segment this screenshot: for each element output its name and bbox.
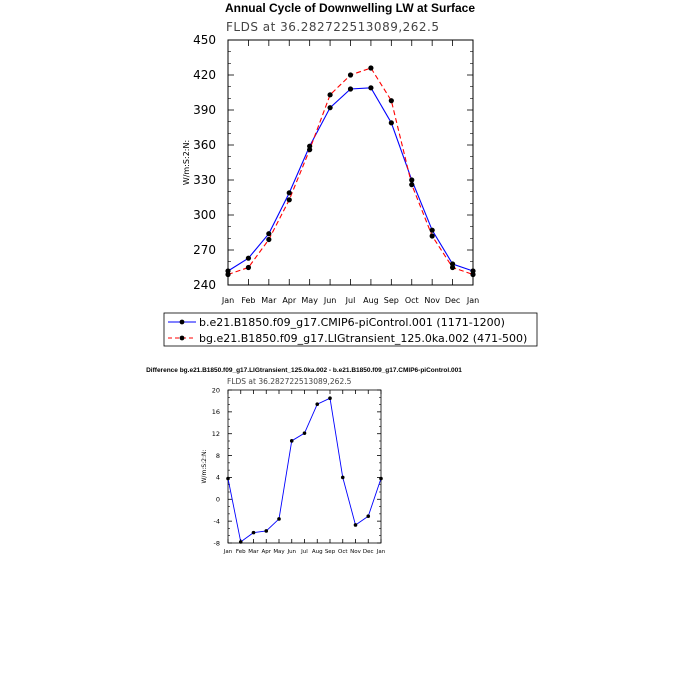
series-0-point bbox=[368, 85, 373, 90]
x-tick-label: Aug bbox=[363, 296, 379, 305]
chart-2 bbox=[146, 367, 462, 555]
chart-1-y-ticks bbox=[193, 33, 473, 292]
series-0-point bbox=[389, 120, 394, 125]
legend-marker-LIGtransient bbox=[180, 336, 185, 341]
series-0-point bbox=[287, 190, 292, 195]
y-tick-label: 20 bbox=[211, 386, 220, 395]
y-tick-label: -4 bbox=[213, 517, 220, 526]
chart-2-title: Difference bg.e21.B1850.f09_g17.LIGtransient_125.0ka.002 - b.e21.B1850.f09_g17.CMIP6-piControl.001 bbox=[146, 367, 462, 374]
series-0-point bbox=[303, 431, 307, 435]
series-0-point bbox=[315, 402, 319, 406]
x-tick-label: Mar bbox=[248, 549, 259, 555]
chart-2-plot-frame bbox=[228, 390, 381, 543]
series-1-point bbox=[225, 272, 230, 277]
x-tick-label: Jun bbox=[323, 296, 337, 305]
y-tick-label: 8 bbox=[215, 451, 220, 460]
y-tick-label: 270 bbox=[193, 243, 216, 258]
x-tick-label: May bbox=[301, 296, 318, 305]
series-1-point bbox=[246, 265, 251, 270]
series-1-point bbox=[450, 265, 455, 270]
chart-1-y-axis-label: W/m:S:2:N: bbox=[182, 139, 191, 186]
chart-1-series bbox=[225, 65, 475, 277]
x-tick-label: Nov bbox=[350, 549, 361, 555]
chart-1-title: Annual Cycle of Downwelling LW at Surface bbox=[224, 1, 476, 15]
chart-2-x-ticks bbox=[223, 390, 386, 555]
y-tick-label: 240 bbox=[193, 278, 216, 293]
y-tick-label: 300 bbox=[193, 208, 216, 223]
x-tick-label: Apr bbox=[282, 296, 297, 305]
x-tick-label: Sep bbox=[324, 549, 336, 555]
series-1-point bbox=[430, 233, 435, 238]
series-0-point bbox=[290, 439, 294, 443]
series-1-point bbox=[409, 182, 414, 187]
chart-2-subtitle: FLDS at 36.282722513089,262.5 bbox=[227, 377, 352, 386]
y-tick-label: 390 bbox=[193, 103, 216, 118]
series-line-1 bbox=[228, 68, 473, 275]
series-0-point bbox=[341, 476, 345, 480]
x-tick-label: Dec bbox=[362, 549, 374, 555]
chart-1-legend bbox=[164, 313, 537, 346]
x-tick-label: Feb bbox=[241, 296, 256, 305]
chart-1-subtitle: FLDS at 36.282722513089,262.5 bbox=[226, 20, 440, 34]
legend-label-piControl: b.e21.B1850.f09_g17.CMIP6-piControl.001 (1171-1200) bbox=[199, 316, 505, 329]
x-tick-label: Jan bbox=[223, 549, 233, 555]
x-tick-label: Aug bbox=[311, 549, 323, 555]
legend-label-LIGtransient: bg.e21.B1850.f09_g17.LIGtransient_125.0ka.002 (471-500) bbox=[199, 332, 528, 345]
series-0-point bbox=[379, 477, 383, 481]
x-tick-label: Jul bbox=[301, 549, 308, 555]
x-tick-label: Oct bbox=[404, 296, 419, 305]
series-0-point bbox=[430, 228, 435, 233]
chart-1 bbox=[164, 1, 537, 346]
x-tick-label: Nov bbox=[424, 296, 440, 305]
series-0-point bbox=[348, 86, 353, 91]
series-1-point bbox=[470, 272, 475, 277]
series-1-point bbox=[307, 147, 312, 152]
x-tick-label: Jan bbox=[466, 296, 480, 305]
y-tick-label: -8 bbox=[213, 539, 220, 548]
y-tick-label: 420 bbox=[193, 68, 216, 83]
y-tick-label: 360 bbox=[193, 138, 216, 153]
chart-2-y-axis-label: W/m:S:2:N: bbox=[201, 449, 208, 484]
series-0-point bbox=[264, 529, 268, 533]
y-tick-label: 330 bbox=[193, 173, 216, 188]
series-0-point bbox=[327, 105, 332, 110]
x-tick-label: Oct bbox=[337, 549, 348, 555]
x-tick-label: Jan bbox=[221, 296, 235, 305]
series-1-point bbox=[266, 237, 271, 242]
series-1-point bbox=[348, 72, 353, 77]
x-tick-label: Jan bbox=[376, 549, 386, 555]
series-line-0 bbox=[228, 88, 473, 271]
y-tick-label: 4 bbox=[215, 473, 220, 482]
y-tick-label: 0 bbox=[215, 495, 220, 504]
series-1-point bbox=[368, 65, 373, 70]
x-tick-label: Jul bbox=[345, 296, 356, 305]
y-tick-label: 450 bbox=[193, 33, 216, 48]
x-tick-label: Feb bbox=[235, 549, 246, 555]
x-tick-label: Apr bbox=[261, 549, 272, 555]
series-1-point bbox=[327, 92, 332, 97]
y-tick-label: 12 bbox=[211, 429, 220, 438]
legend-marker-piControl bbox=[180, 320, 185, 325]
x-tick-label: Dec bbox=[444, 296, 461, 305]
series-0-point bbox=[366, 514, 370, 518]
x-tick-label: May bbox=[273, 549, 285, 555]
chart-2-series bbox=[226, 396, 383, 543]
x-tick-label: Jun bbox=[287, 549, 297, 555]
y-tick-label: 16 bbox=[211, 408, 220, 417]
x-tick-label: Sep bbox=[383, 296, 399, 305]
series-1-point bbox=[389, 98, 394, 103]
series-0-point bbox=[226, 477, 230, 481]
chart-1-x-ticks bbox=[221, 40, 479, 305]
series-0-point bbox=[252, 531, 256, 535]
series-0-point bbox=[328, 396, 332, 400]
series-0-point bbox=[277, 517, 281, 521]
series-0-point bbox=[246, 256, 251, 261]
series-line-0 bbox=[228, 398, 381, 542]
series-0-point bbox=[239, 540, 243, 544]
series-1-point bbox=[287, 197, 292, 202]
series-0-point bbox=[266, 231, 271, 236]
series-0-point bbox=[354, 523, 358, 527]
x-tick-label: Mar bbox=[261, 296, 277, 305]
series-0-point bbox=[409, 177, 414, 182]
